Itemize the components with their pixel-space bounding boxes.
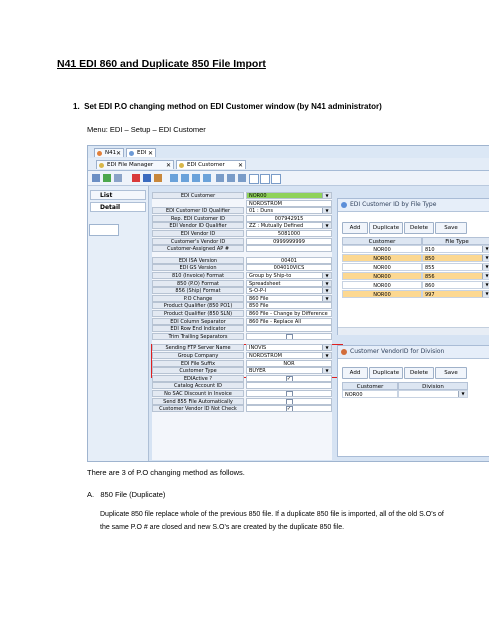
form-row	[152, 207, 332, 215]
form-field-value[interactable]	[246, 360, 332, 367]
form-field-text: NOR	[283, 360, 295, 367]
table-cell-customer[interactable]: NOR00	[342, 290, 422, 298]
form-row	[152, 264, 332, 272]
save-icon[interactable]	[143, 174, 151, 182]
form-field-label: EDI File Suffix	[152, 360, 244, 367]
n41-logo-icon	[97, 151, 102, 156]
nav-search-input[interactable]	[89, 224, 119, 236]
chevron-down-icon[interactable]: ▼	[322, 288, 331, 294]
save-button[interactable]: Save	[435, 367, 467, 379]
form-field-text: BUYER	[249, 368, 266, 375]
panel-title: Customer VendorID for Division	[350, 348, 445, 355]
form-field-label: EDI ISA Version	[152, 257, 244, 264]
form-field-text: 5081000	[277, 231, 301, 237]
form-field-label: Catalog Account ID	[152, 382, 244, 389]
form-field-checkbox-cell[interactable]	[246, 405, 332, 412]
file-type-text: 856	[425, 274, 435, 280]
form-field-text: 850 File	[249, 303, 269, 310]
tab-label: EDI	[137, 150, 147, 156]
form-field-label: EDI Row End Indicator	[152, 325, 244, 332]
step-number: 1.	[73, 102, 80, 111]
form-field-checkbox-cell[interactable]	[246, 375, 332, 382]
form-field-value[interactable]	[246, 264, 332, 271]
duplicate-button[interactable]: Duplicate	[369, 367, 403, 379]
intro-text: There are 3 of P.O changing method as follows.	[87, 468, 245, 477]
sub-tab-bar	[88, 158, 489, 171]
form-row	[152, 222, 332, 230]
form-field-text: S-O-P-I	[249, 288, 267, 295]
form-field-text: 00401	[281, 257, 297, 264]
form-field-value[interactable]	[246, 257, 332, 264]
edi-customer-form	[152, 192, 332, 460]
form-field-value[interactable]	[246, 215, 332, 222]
form-row	[152, 287, 332, 295]
form-field-label: Customer Vendor ID Not Check	[152, 405, 244, 412]
chevron-down-icon[interactable]: ▼	[322, 296, 331, 302]
form-field-text: NORDSTROM	[249, 353, 282, 359]
form-row	[152, 295, 332, 303]
save-button[interactable]: Save	[435, 222, 467, 234]
chevron-down-icon[interactable]: ▼	[482, 246, 489, 252]
nav-detail-label: Detail	[100, 204, 121, 211]
form-field-value[interactable]	[246, 325, 332, 332]
table-cell-customer[interactable]: NOR00	[342, 245, 422, 253]
left-nav	[88, 186, 149, 461]
last-record-icon[interactable]	[203, 174, 211, 182]
form-field-label: Group Company	[152, 352, 244, 359]
form-field-text: NORDSTROM	[249, 200, 282, 207]
form-row	[152, 200, 332, 208]
new-icon[interactable]	[92, 174, 100, 182]
table-cell-customer[interactable]: NOR00	[342, 254, 422, 262]
copy-icon[interactable]	[114, 174, 122, 182]
form-row	[152, 272, 332, 280]
form-field-value[interactable]	[246, 192, 332, 199]
chevron-down-icon[interactable]: ▼	[458, 391, 467, 397]
section-a-letter: A.	[87, 490, 95, 499]
form-field-label: Customer-Assigned AP #	[152, 245, 244, 252]
table-cell-file-type[interactable]	[422, 290, 489, 298]
section-a-title: 850 File (Duplicate)	[100, 490, 166, 499]
delete-button[interactable]: Delete	[404, 222, 434, 234]
form-row	[152, 360, 332, 368]
form-row	[152, 192, 332, 200]
file-type-text: 860	[425, 283, 435, 289]
form-field-value[interactable]	[246, 207, 332, 214]
checkbox[interactable]: ✓	[286, 406, 292, 413]
tab-label: EDI Customer	[187, 162, 225, 168]
file-type-text: 855	[425, 265, 435, 271]
form-field-value[interactable]	[246, 287, 332, 294]
table-cell-file-type[interactable]	[422, 254, 489, 262]
form-row	[152, 382, 332, 390]
first-record-icon[interactable]	[170, 174, 178, 182]
form-field-value[interactable]	[246, 200, 332, 207]
section-a-heading	[87, 490, 165, 499]
chevron-down-icon[interactable]: ▼	[482, 291, 489, 297]
panel-header	[338, 199, 489, 212]
form-field-checkbox-cell[interactable]	[246, 390, 332, 397]
window-icon[interactable]	[249, 174, 259, 184]
form-field-checkbox-cell[interactable]	[246, 333, 332, 340]
form-field-value[interactable]	[246, 302, 332, 309]
close-icon[interactable]: ✕	[147, 150, 153, 157]
form-field-text: NOR00	[249, 193, 267, 199]
form-field-checkbox-cell[interactable]	[246, 398, 332, 405]
checkbox[interactable]	[286, 391, 293, 397]
form-field-value[interactable]	[246, 245, 332, 252]
table-cell-customer[interactable]: NOR00	[342, 390, 398, 398]
table-cell-file-type[interactable]	[422, 272, 489, 280]
form-field-label	[152, 200, 244, 207]
form-field-text: 860 File	[249, 295, 269, 302]
form-field-label: EDI GS Version	[152, 264, 244, 271]
form-field-value[interactable]	[246, 238, 332, 245]
form-field-label: Product Qualifier (850 SLN)	[152, 310, 244, 317]
table-cell-file-type[interactable]	[422, 245, 489, 253]
settings-icon[interactable]	[238, 174, 246, 182]
form-row	[152, 215, 332, 223]
form-row	[152, 318, 332, 326]
form-field-text: Group by Ship-to	[249, 273, 292, 279]
panel-customer-vendorid-for-division	[337, 345, 489, 457]
panel-icon	[341, 349, 347, 355]
form-field-text: 01 : Duns	[249, 208, 274, 215]
tab-n41[interactable]	[94, 148, 124, 157]
form-field-value[interactable]	[246, 382, 332, 389]
table-cell-division[interactable]	[398, 390, 468, 398]
form-field-label: No SAC Discount in Invoice	[152, 390, 244, 397]
refresh-icon[interactable]	[103, 174, 111, 182]
form-field-value[interactable]	[246, 230, 332, 237]
form-row	[152, 302, 332, 310]
form-row	[152, 367, 332, 375]
app-screenshot	[87, 145, 489, 462]
close-icon[interactable]: ✕	[165, 162, 171, 169]
form-field-label: P.O Change	[152, 295, 244, 302]
add-button[interactable]: Add	[342, 367, 368, 379]
window-icon[interactable]	[271, 174, 281, 184]
chevron-down-icon[interactable]: ▼	[482, 255, 489, 261]
chevron-down-icon[interactable]: ▼	[322, 353, 331, 359]
table-cell-customer[interactable]: NOR00	[342, 263, 422, 271]
form-field-label: 850 (P.O) Format	[152, 280, 244, 287]
form-field-label: Customer Type	[152, 367, 244, 374]
print-icon[interactable]	[154, 174, 162, 182]
form-field-label: 856 (Ship) Format	[152, 287, 244, 294]
tab-label: EDI File Manager	[107, 162, 154, 168]
form-field-value[interactable]	[246, 318, 332, 325]
duplicate-button[interactable]: Duplicate	[369, 222, 403, 234]
export-icon[interactable]	[227, 174, 235, 182]
folder-icon	[179, 163, 184, 168]
form-row	[152, 398, 332, 406]
chevron-down-icon[interactable]: ▼	[322, 193, 331, 199]
form-field-label: EDIActive ?	[152, 375, 244, 382]
form-field-label: EDI Vendor ID Qualifier	[152, 222, 244, 229]
chevron-down-icon[interactable]: ▼	[482, 273, 489, 279]
form-field-text: 007942915	[274, 215, 304, 222]
form-field-text: INOVIS	[249, 345, 267, 352]
column-header-file-type[interactable]: File Type	[422, 237, 489, 245]
nav-detail[interactable]	[90, 202, 146, 212]
form-field-value[interactable]	[246, 295, 332, 302]
form-field-text: ZZ : Mutually Defined	[249, 223, 304, 230]
menu-path: Menu: EDI – Setup – EDI Customer	[87, 125, 206, 134]
checkbox[interactable]: ✓	[286, 375, 292, 382]
edi-icon	[129, 151, 134, 156]
file-type-text: 810	[425, 247, 435, 253]
delete-button[interactable]: Delete	[404, 367, 434, 379]
form-row	[152, 245, 332, 253]
form-field-label: Send 855 File Automatically	[152, 398, 244, 405]
form-field-label: Trim Trailing Separators	[152, 333, 244, 340]
toolbar	[88, 171, 489, 186]
form-field-text: 004010VICS	[273, 265, 305, 272]
form-field-label: Rep. EDI Customer ID	[152, 215, 244, 222]
form-field-label: EDI Vendor ID	[152, 230, 244, 237]
table-cell-customer[interactable]: NOR00	[342, 272, 422, 280]
tab-label: N41	[105, 150, 117, 156]
chevron-down-icon[interactable]: ▼	[322, 368, 331, 374]
form-field-value[interactable]	[246, 280, 332, 287]
table-cell-file-type[interactable]	[422, 281, 489, 289]
section-a-body: Duplicate 850 file replace whole of the previous 850 file. If a duplicate 850 file is imported, all of the old S.O’s of the same P.O # are closed and new S.O’s are created by the duplicate 850 file.	[100, 511, 444, 531]
form-row	[152, 230, 332, 238]
form-field-text: 860 File - Change by Difference	[249, 311, 328, 317]
form-row	[152, 325, 332, 333]
step-heading	[73, 102, 382, 111]
form-row	[152, 238, 332, 246]
document-title: N41 EDI 860 and Duplicate 850 File Import	[57, 58, 266, 70]
previous-record-icon[interactable]	[181, 174, 189, 182]
tab-edi[interactable]	[126, 148, 156, 157]
chevron-down-icon[interactable]: ▼	[322, 208, 331, 214]
filter-icon[interactable]	[216, 174, 224, 182]
chevron-down-icon[interactable]: ▼	[322, 273, 331, 279]
form-field-label: EDI Customer	[152, 192, 244, 199]
step-text: Set EDI P.O changing method on EDI Customer window (by N41 administrator)	[84, 102, 382, 111]
chevron-down-icon[interactable]: ▼	[322, 345, 331, 351]
form-row	[152, 333, 332, 341]
form-field-value[interactable]	[246, 272, 332, 279]
column-header-division[interactable]: Division	[398, 382, 468, 390]
chevron-down-icon[interactable]: ▼	[322, 223, 331, 229]
form-field-value[interactable]	[246, 310, 332, 317]
form-field-text: 860 File - Replace All	[249, 318, 302, 325]
checkbox[interactable]	[286, 399, 293, 405]
window-icon[interactable]	[260, 174, 270, 184]
table-cell-customer[interactable]: NOR00	[342, 281, 422, 289]
panel-customer-id-by-file-type	[337, 198, 489, 335]
form-field-value[interactable]	[246, 367, 332, 374]
form-field-value[interactable]	[246, 352, 332, 359]
horizontal-scrollbar[interactable]	[338, 327, 489, 335]
close-icon[interactable]: ✕	[237, 162, 243, 169]
form-field-label: EDI Customer ID Qualifier	[152, 207, 244, 214]
folder-icon	[99, 163, 104, 168]
checkbox[interactable]	[286, 334, 293, 340]
panel-title: EDI Customer ID by File Type	[350, 201, 437, 208]
nav-list[interactable]	[90, 190, 146, 200]
file-type-text: 850	[425, 256, 435, 262]
form-row	[152, 390, 332, 398]
chevron-down-icon[interactable]: ▼	[482, 264, 489, 270]
form-row	[152, 344, 332, 352]
panel-header	[338, 346, 489, 359]
form-row	[152, 375, 332, 383]
form-row	[152, 352, 332, 360]
form-field-value[interactable]	[246, 222, 332, 229]
nav-list-label: List	[100, 192, 113, 199]
form-field-label: Sending FTP Server Name	[152, 344, 244, 351]
form-row	[152, 280, 332, 288]
form-row	[152, 257, 332, 265]
form-field-text: Spreadsheet	[249, 280, 281, 287]
chevron-down-icon[interactable]: ▼	[482, 282, 489, 288]
form-field-label: Product Qualifier (850 PO1)	[152, 302, 244, 309]
form-row	[152, 310, 332, 318]
column-header-customer[interactable]: Customer	[342, 382, 398, 390]
form-field-label: Customer's Vendor ID	[152, 238, 244, 245]
form-row	[152, 405, 332, 413]
tab-edi-file-manager[interactable]	[96, 160, 174, 169]
close-icon[interactable]: ✕	[115, 150, 121, 157]
column-header-customer[interactable]: Customer	[342, 237, 422, 245]
table-cell-file-type[interactable]	[422, 263, 489, 271]
chevron-down-icon[interactable]: ▼	[322, 281, 331, 287]
next-record-icon[interactable]	[192, 174, 200, 182]
add-button[interactable]: Add	[342, 222, 368, 234]
form-field-label: EDI Column Separator	[152, 318, 244, 325]
form-field-label: 810 (Invoice) Format	[152, 272, 244, 279]
file-type-text: 997	[425, 292, 435, 298]
panel-icon	[341, 202, 347, 208]
tab-edi-customer[interactable]	[176, 160, 246, 169]
form-field-text: 0999999999	[273, 238, 305, 245]
delete-icon[interactable]	[132, 174, 140, 182]
form-field-value[interactable]	[246, 344, 332, 351]
